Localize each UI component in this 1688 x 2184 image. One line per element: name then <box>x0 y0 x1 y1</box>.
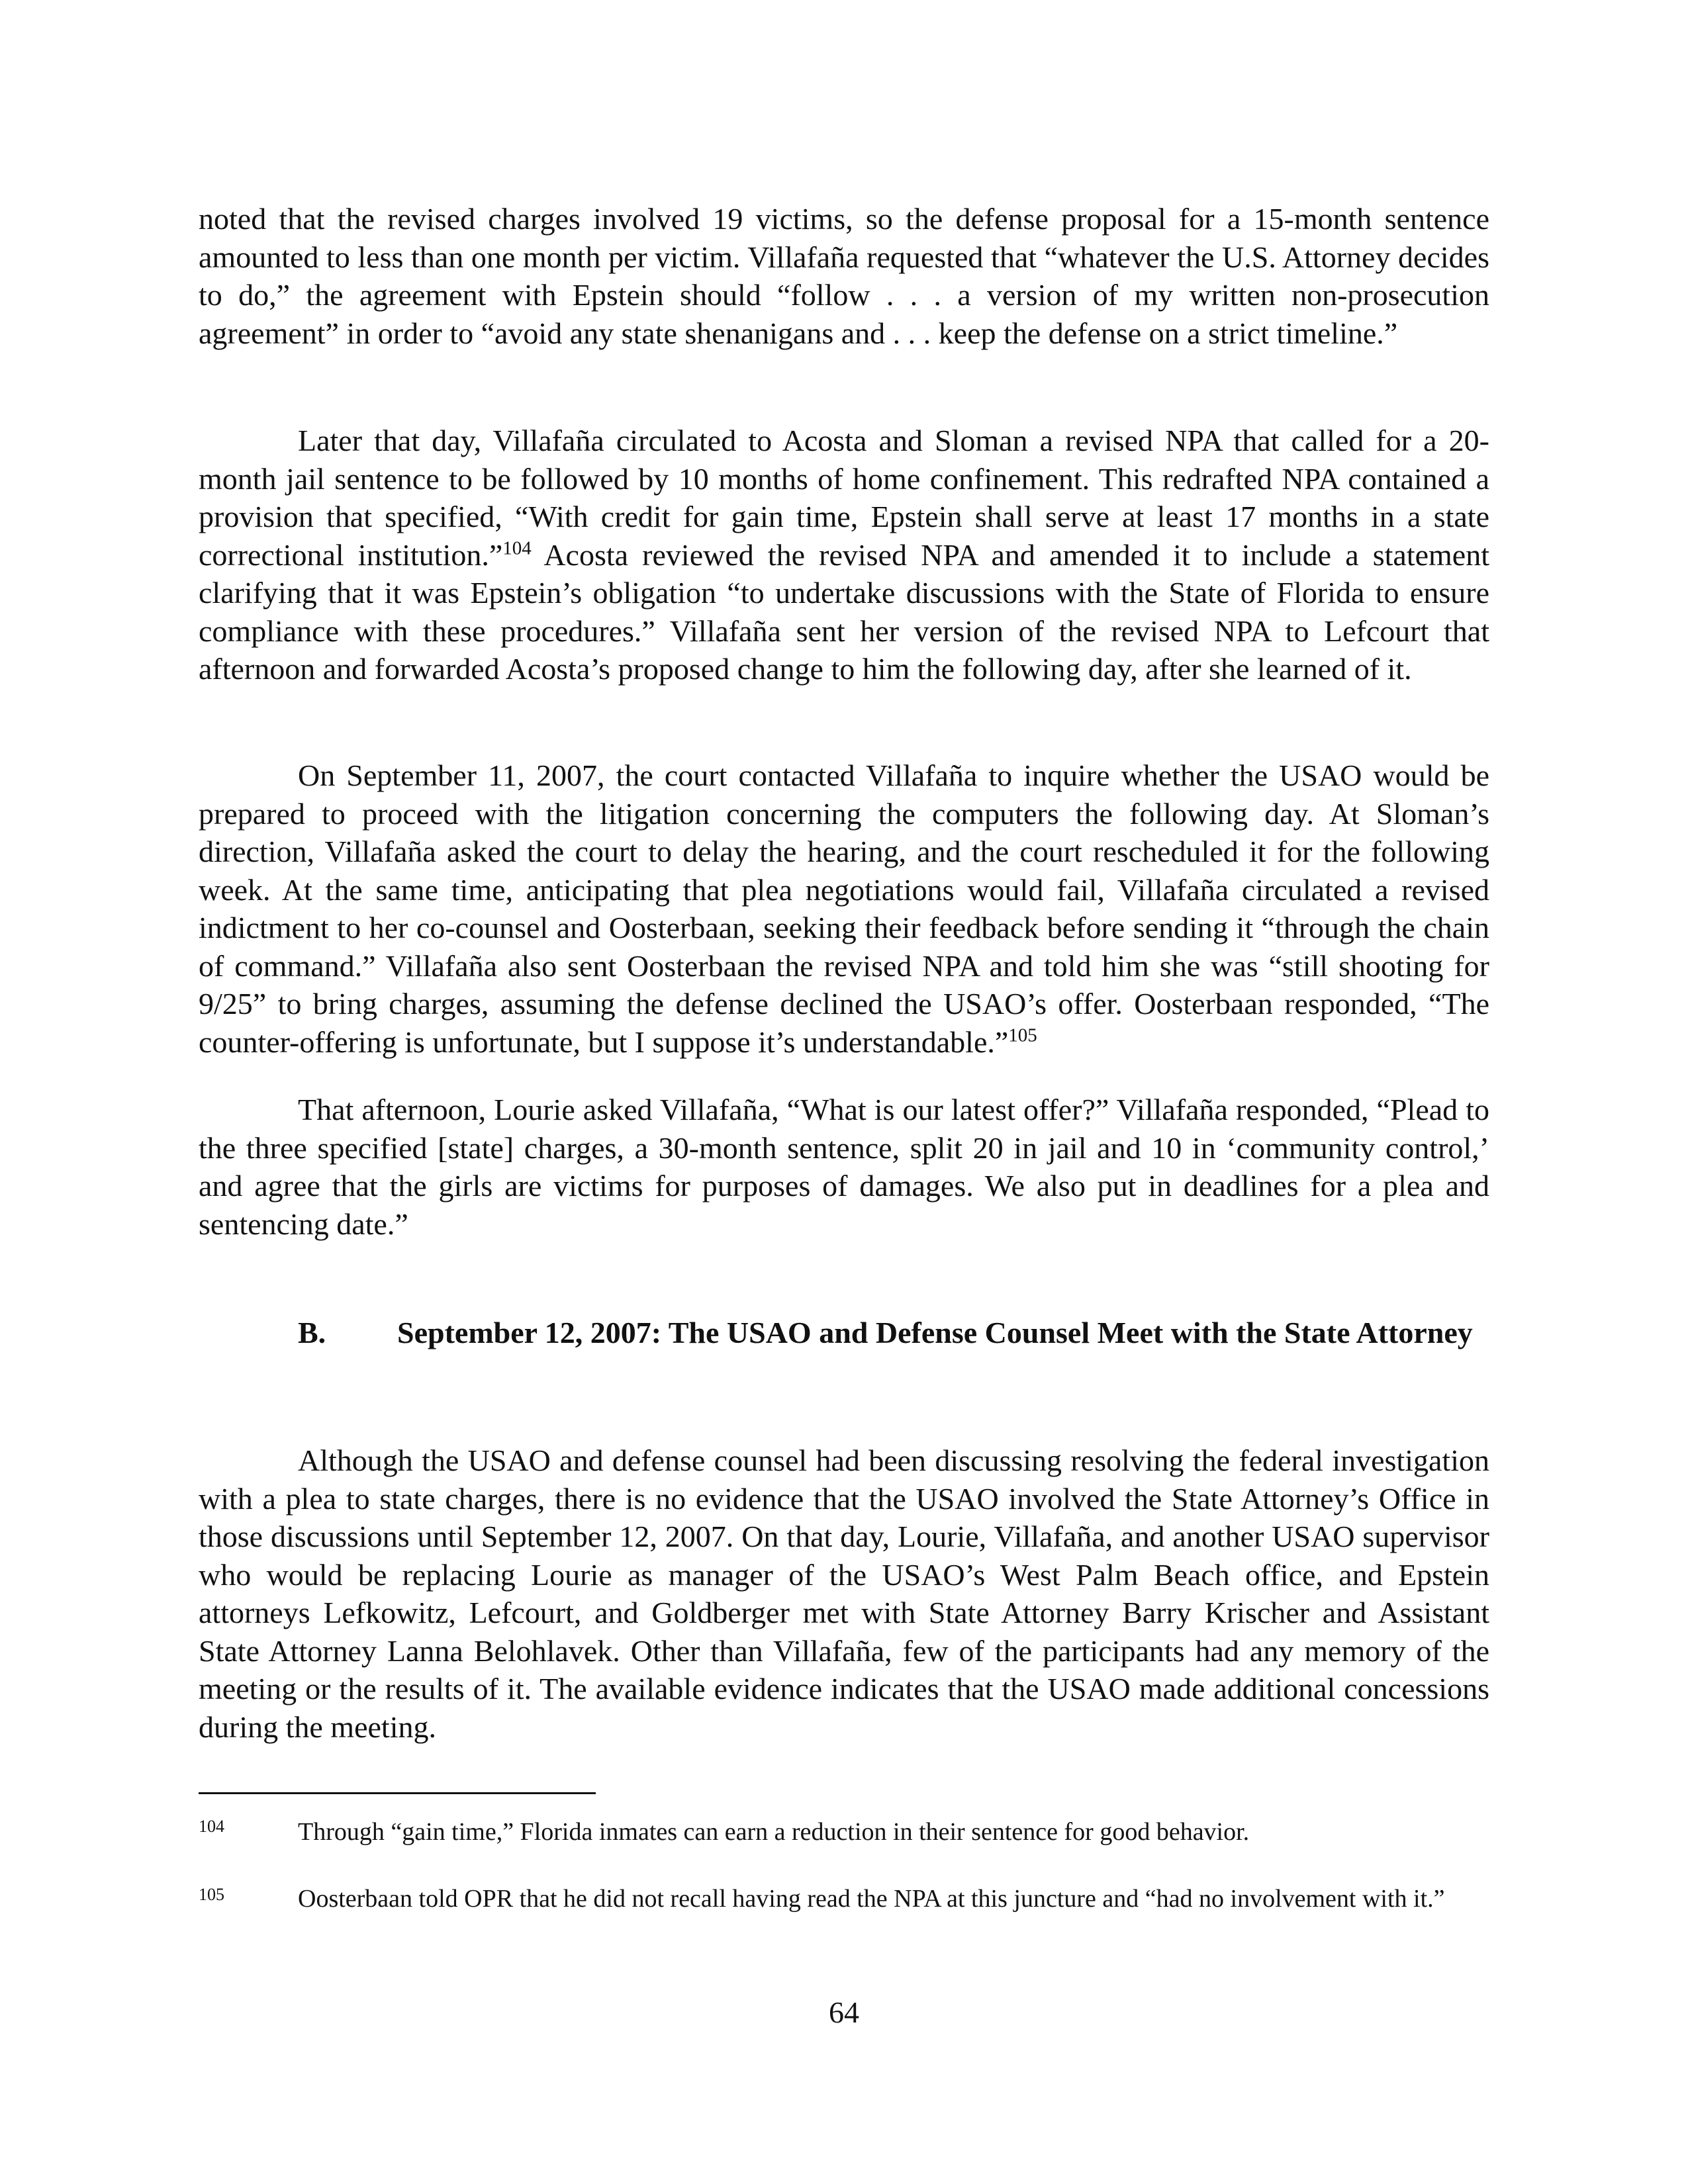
paragraph-state-attorney-meeting <box>199 1441 1489 1746</box>
footnote-reference-105[interactable]: 105 <box>1008 1024 1037 1046</box>
paragraph-september-11 <box>199 756 1489 1061</box>
footnote-number: 105 <box>199 1885 224 1904</box>
page-number: 64 <box>829 1995 859 2029</box>
paragraph-text: On September 11, 2007, the court contacted Villafaña to inquire whether the USAO would be prepared to proceed with the litigation concerning the computers the following day. At Sloman’s direction, Villafaña asked the court to delay the hearing, and the court rescheduled it for the following week. At the same time, anticipating that plea negotiations would fail, Villafaña circulated a revised indictment to her co-counsel and Oosterbaan, seeking their feedback before sending it “through the chain of command.” Villafaña also sent Oosterbaan the revised NPA and told him she was “still shooting for 9/25” to bring charges, assuming the defense declined the USAO’s offer. Oosterbaan responded, “The counter-offering is unfortunate, but I suppose it’s understandable.” <box>199 758 1489 1059</box>
footnote-reference-104[interactable]: 104 <box>502 537 532 559</box>
paragraph-text: That afternoon, Lourie asked Villafaña, “What is our latest offer?” Villafaña responded, “Plead to the three specified [state] charges, a 30-month sentence, split 20 in jail and 10 in ‘community control,’ and agree that the girls are victims for purposes of damages. We also put in deadlines for a plea and sentencing date.” <box>199 1093 1489 1241</box>
paragraph-latest-offer <box>199 1091 1489 1243</box>
paragraph-text: noted that the revised charges involved 19 victims, so the defense proposal for a 15-month sentence amounted to less than one month per victim. Villafaña requested that “whatever the U.S. Attorney decides to do,” the agreement with Epstein should “follow . . . a version of my written non-prosecution agreement” in order to “avoid any state shenanigans and . . . keep the defense on a strict timeline.” <box>199 202 1489 350</box>
section-letter: B. <box>298 1316 326 1349</box>
footnote-text: Through “gain time,” Florida inmates can earn a reduction in their sentence for good behavior. <box>298 1818 1250 1846</box>
footnote-divider <box>199 1792 596 1794</box>
paragraph-text: Although the USAO and defense counsel had been discussing resolving the federal investigation with a plea to state charges, there is no evidence that the USAO involved the State Attorney’s Office in those discussions until September 12, 2007. On that day, Lourie, Villafaña, and another USAO supervisor who would be replacing Lourie as manager of the USAO’s West Palm Beach office, and Epstein attorneys Lefkowitz, Lefcourt, and Goldberger met with State Attorney Barry Krischer and Assistant State Attorney Lanna Belohlavek. Other than Villafaña, few of the participants had any memory of the meeting or the results of it. The available evidence indicates that the USAO made additional concessions during the meeting. <box>199 1443 1489 1744</box>
footnote-105 <box>199 1883 1489 1917</box>
paragraph-revised-charges <box>199 200 1489 352</box>
paragraph-text: Acosta reviewed the revised NPA and amended it to include a statement clarifying that it was Epstein’s obligation “to undertake discussions with the State of Florida to ensure compliance with these procedures.” Villafaña sent her version of the revised NPA to Lefcourt that afternoon and forwarded Acosta’s proposed change to him the following day, after she learned of it. <box>199 537 1489 686</box>
footnote-104 <box>199 1816 1489 1848</box>
footnote-number: 104 <box>199 1817 224 1836</box>
footnote-text: Oosterbaan told OPR that he did not recall having read the NPA at this juncture and “had no involvement with it.” <box>298 1885 1445 1913</box>
paragraph-text: Later that day, Villafaña circulated to Acosta and Sloman a revised NPA that called for a 20-month jail sentence to be followed by 10 months of home confinement. This redrafted NPA contained a provision that specified, “With credit for gain time, Epstein shall serve at least 17 months in a state correctional institution.” <box>199 424 1489 572</box>
section-title: September 12, 2007: The USAO and Defense Counsel Meet with the State Attorney <box>397 1316 1473 1349</box>
paragraph-revised-npa <box>199 422 1489 688</box>
